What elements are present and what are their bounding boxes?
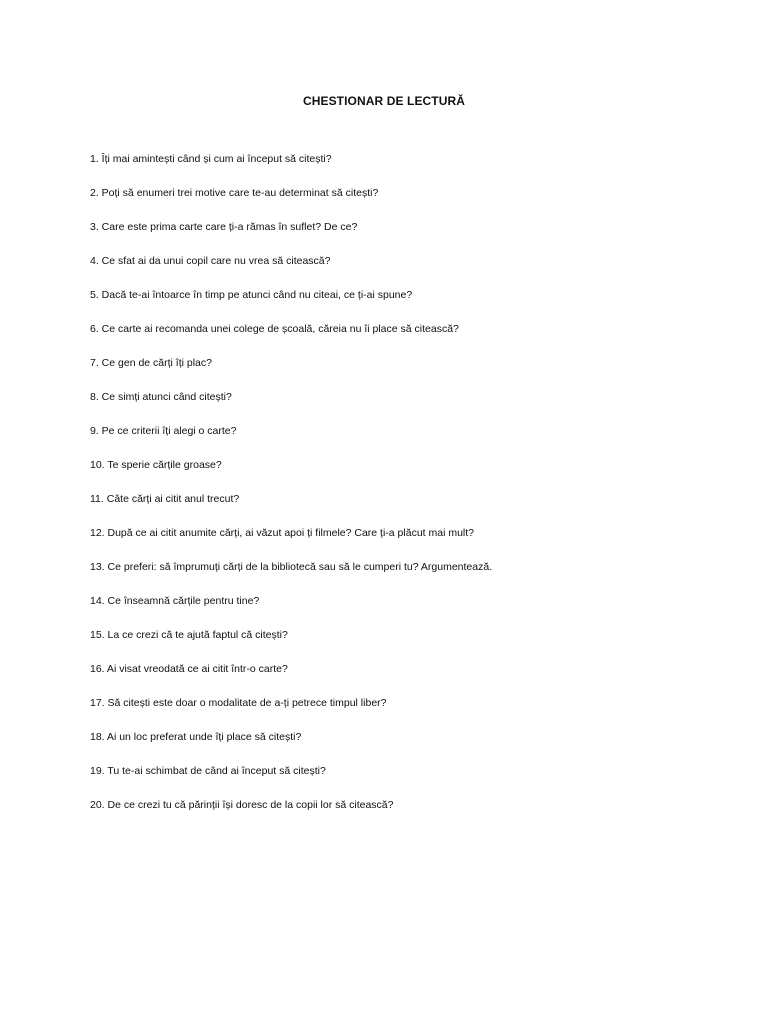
question-item: 2. Poți să enumeri trei motive care te-au determinat să citești? (90, 187, 379, 199)
page-title: CHESTIONAR DE LECTURĂ (302, 94, 466, 108)
question-item: 16. Ai visat vreodată ce ai citit într-o carte? (90, 663, 288, 675)
question-list (90, 152, 730, 832)
question-item: 3. Care este prima carte care ți-a rămas în suflet? De ce? (90, 221, 358, 233)
question-item: 14. Ce înseamnă cărțile pentru tine? (90, 595, 260, 607)
question-item: 1. Îți mai amintești când și cum ai început să citești? (90, 153, 332, 165)
question-item: 13. Ce preferi: să împrumuți cărți de la bibliotecă sau să le cumperi tu? Argumentează. (90, 561, 493, 573)
question-item: 8. Ce simți atunci când citești? (90, 391, 232, 403)
question-item: 20. De ce crezi tu că părinții își doresc de la copii lor să citească? (90, 799, 394, 811)
question-item: 18. Ai un loc preferat unde îți place să citești? (90, 731, 302, 743)
question-item: 9. Pe ce criterii îți alegi o carte? (90, 425, 237, 437)
question-item: 15. La ce crezi că te ajută faptul că citești? (90, 629, 288, 641)
question-item: 7. Ce gen de cărți îți plac? (90, 357, 212, 369)
question-item: 12. După ce ai citit anumite cărți, ai văzut apoi ți filmele? Care ți-a plăcut mai mult? (90, 527, 475, 539)
question-item: 5. Dacă te-ai întoarce în timp pe atunci când nu citeai, ce ți-ai spune? (90, 289, 413, 301)
question-item: 11. Câte cărți ai citit anul trecut? (90, 493, 240, 505)
question-item: 6. Ce carte ai recomanda unei colege de școală, căreia nu îi place să citească? (90, 323, 459, 335)
question-item: 17. Să citești este doar o modalitate de a-ți petrece timpul liber? (90, 697, 387, 709)
question-item: 10. Te sperie cărțile groase? (90, 459, 222, 471)
question-item: 19. Tu te-ai schimbat de când ai început să citești? (90, 765, 326, 777)
question-item: 4. Ce sfat ai da unui copil care nu vrea să citească? (90, 255, 331, 267)
